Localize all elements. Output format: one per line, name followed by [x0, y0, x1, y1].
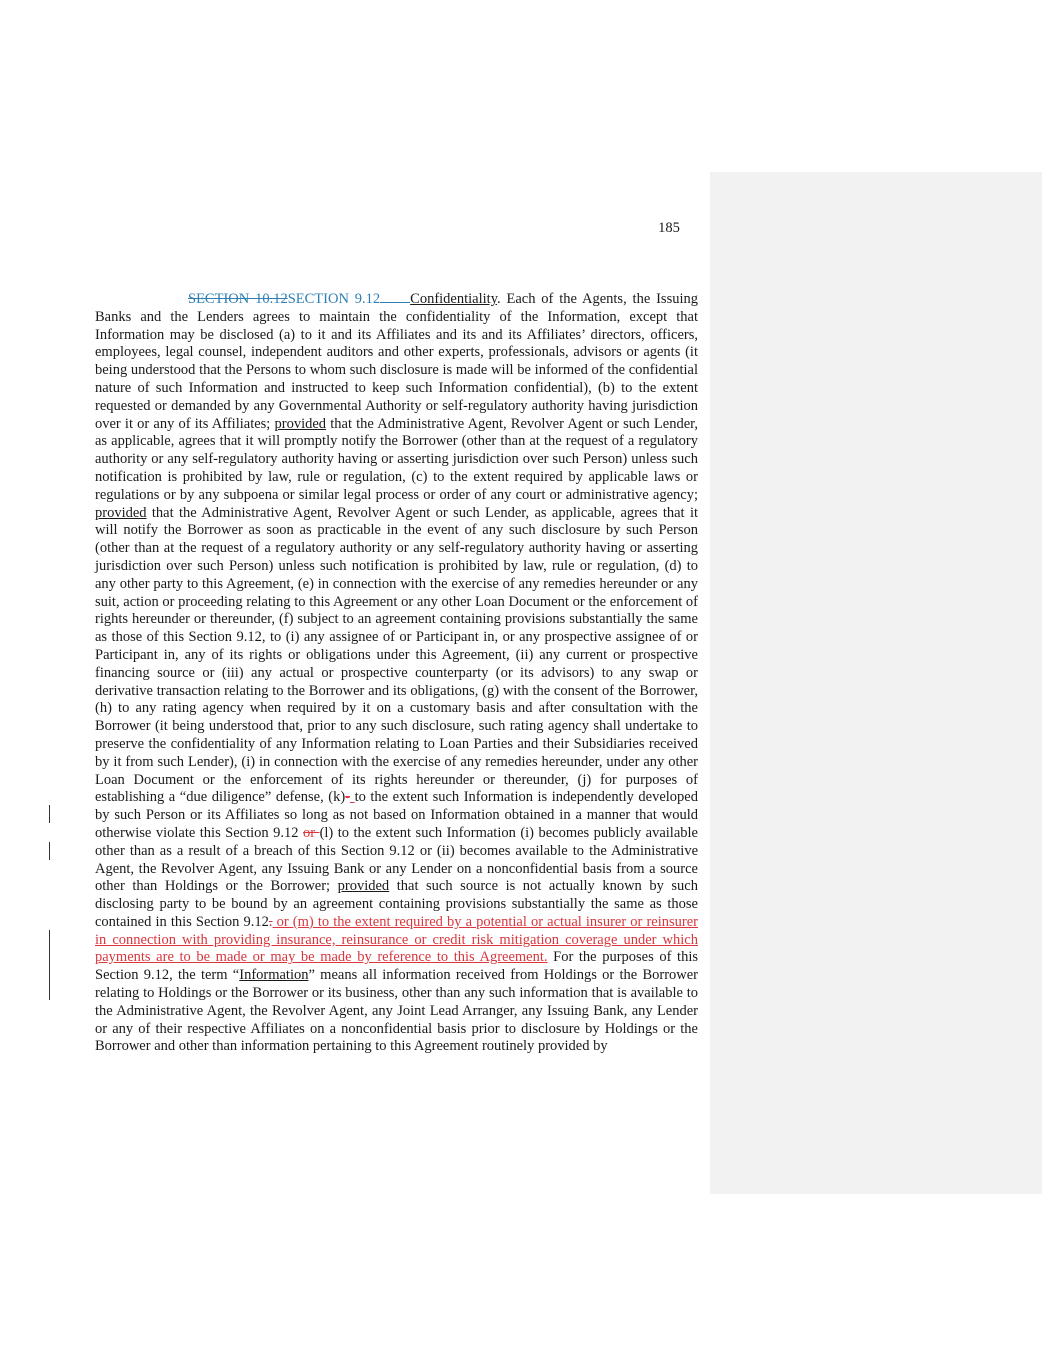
change-bar: [49, 842, 50, 860]
provided-term: provided: [337, 878, 390, 895]
deleted-or: or: [303, 824, 320, 841]
clause-letter-g: g: [487, 682, 495, 699]
section-title: Confidentiality: [410, 291, 498, 307]
text-run: (l) to the extent such Information (i) becomes publicly available other than as a result of a breach of this Section 9.12 or (ii) becomes available to the Administrative Agent, the Revolver Agent, any Issuing Bank or any Lender on a nonconfidential basis from a source other than Holdings or the Borrower;: [95, 824, 698, 895]
text-run: that such source is not actually known by such disclosing party to be bound by an agreement containing provisions substantially the same as those contained in this Section 9.12: [95, 878, 698, 930]
change-bar: [49, 930, 50, 1000]
heading-tab: [380, 290, 410, 303]
text-run: that the Administrative Agent, Revolver Agent or such Lender, as applicable, agrees that it will promptly notify the Borrower (other than at the request of a regulatory authority or any self-regulatory authority having or asserting jurisdiction over such Person) unless such notification is prohibited by law, rule or regulation, (c) to the extent required by applicable laws or regulations or by any subpoena or similar legal process or order of any court or administrative agency;: [95, 415, 699, 503]
title-period: .: [497, 291, 501, 307]
deleted-section-number: SECTION 10.12: [188, 291, 288, 307]
change-bar: [49, 805, 50, 823]
provided-term: provided: [274, 415, 327, 432]
information-term: Information: [239, 967, 309, 984]
inserted-clause-m: or (m) to the extent required by a potential or actual insurer or reinsurer in connection with providing insurance, reinsurance or credit risk mitigation coverage under which payments are to be made or may be made by reference to this Agreement.: [95, 913, 698, 966]
text-run: ) with the consent of the Borrower, (h) to any rating agency when required by it on a customary basis and after consultation with the Borrower (it being understood that, prior to any such disclosure, such rating agency shall undertake to preserve the confidentiality of any Information relating to Loan Parties and their Subsidiaries received by it from such Lender), (i) in connection with the exercise of any remedies hereunder, under any other Loan Document or the enforcement of its rights hereunder or thereunder, (j) for purposes of establishing a “due diligence” defense, (k): [95, 682, 698, 806]
text-run: ” means all information received from Holdings or the Borrower relating to Holdings or the Borrower or its business, other than any such information that is available to the Administrative Agent, the Revolver Agent, any Joint Lead Arranger, any Issuing Bank, any Lender or any of their respective Affiliates on a nonconfidential basis prior to disclosure by Holdings or the Borrower and other than information pertaining to this Agreement routinely provided by: [95, 967, 699, 1055]
text-run: to the extent such Information is independently developed by such Person or its Affiliates so long as not based on Information obtained in a manner that would otherwise violate this Section 9.12: [95, 789, 698, 841]
text-run: that the Administrative Agent, Revolver Agent or such Lender, as applicable, agrees that it will notify the Borrower as soon as practicable in the event of any such disclosure by such Person (other than at the request of a regulatory authority or any self-regulatory authority having or asserting jurisdiction over such Person) unless such notification is prohibited by law, rule or regulation, (d) to any other party to this Agreement, (e) in connection with the exercise of any remedies hereunder or any suit, action or proceeding relating to this Agreement or any other Loan Document or the enforcement of rights hereunder or thereunder, (f) subject to an agreement containing provisions substantially the same as those of this Section 9.12, to (i) any assignee of or Participant in, or any prospective assignee of or Participant in, any of its rights or obligations under this Agreement, (ii) any current or prospective financing source or (iii) any actual or prospective counterparty (or its advisors) to any swap or derivative transaction relating to the Borrower and its obligations, (: [95, 504, 698, 699]
deleted-period: .: [268, 913, 273, 930]
comment-pane: [710, 172, 1042, 1194]
deleted-mark: -: [345, 789, 351, 806]
section-paragraph: [95, 290, 698, 1056]
text-run: For the purposes of this Section 9.12, the term “: [95, 949, 698, 984]
section-number: SECTION 9.12: [287, 291, 381, 307]
provided-term: provided: [95, 504, 147, 521]
text-run: Each of the Agents, the Issuing Banks and the Lenders agrees to maintain the confidentiality of the Information, except that Information may be disclosed (a) to it and its Affiliates and its and its Affiliates’ directors, officers, employees, legal counsel, independent auditors and other experts, professionals, advisors or agents (it being understood that the Persons to whom such disclosure is made will be informed of the confidential nature of such Information and instructed to keep such Information confidential), (b) to the extent requested or demanded by any Governmental Authority or self-regulatory authority having jurisdiction over it or any of its Affiliates;: [95, 291, 698, 432]
page-number: 185: [658, 220, 680, 236]
